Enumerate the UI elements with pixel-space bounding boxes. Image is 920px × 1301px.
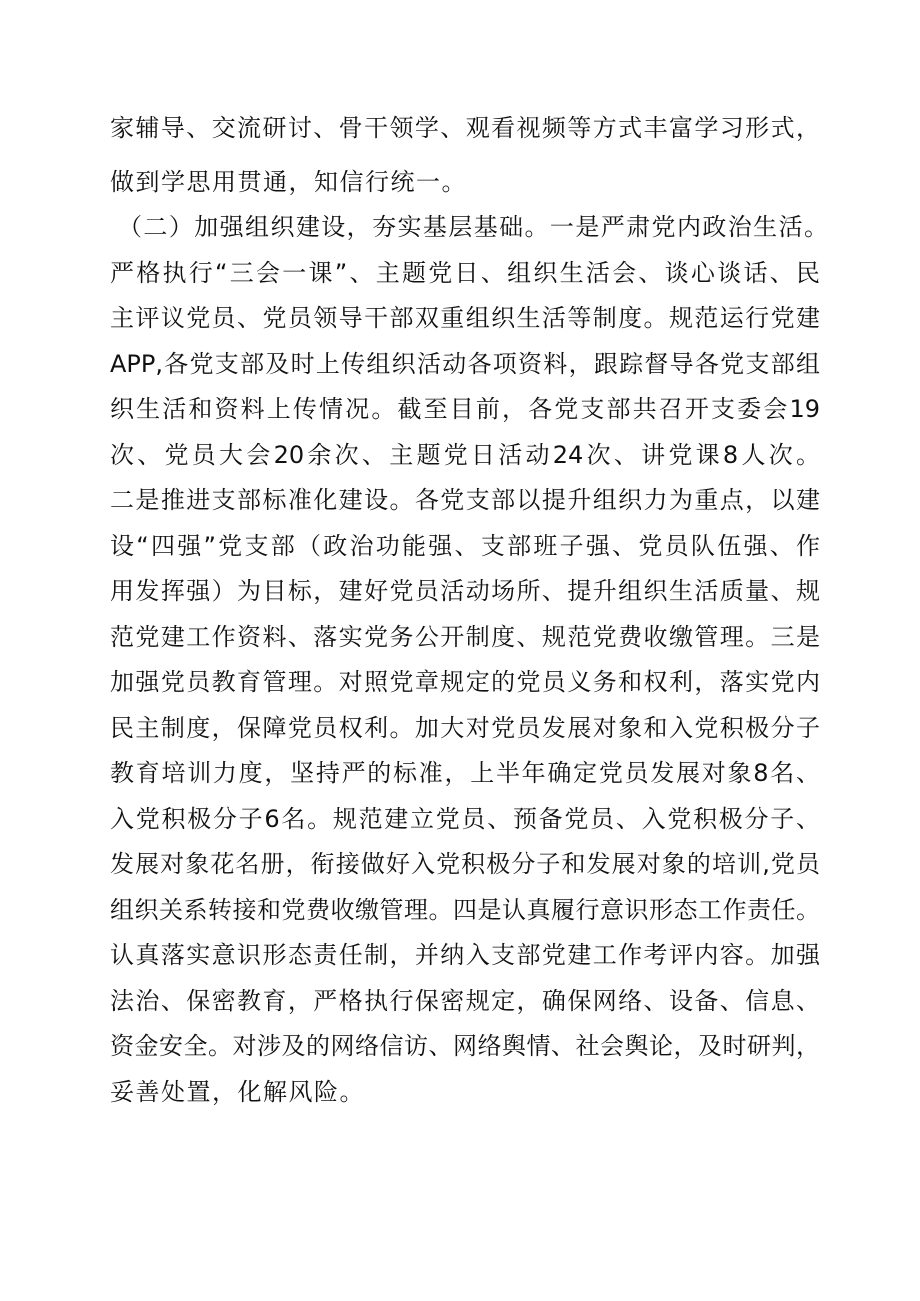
text-line: 妥善处置，化解风险。 <box>110 1077 365 1106</box>
text-line: 主评议党员、党员领导干部双重组织生活等制度。规范运行党建 <box>110 304 820 332</box>
text-line: APP,各党支部及时上传组织活动各项资料，跟踪督导各党支部组 <box>110 349 820 378</box>
text-line: 法治、保密教育，严格执行保密规定，确保网络、设备、信息、 <box>110 986 820 1015</box>
text-line: 做到学思用贯通，知信行统一。 <box>110 168 467 196</box>
text-line: 家辅导、交流研讨、骨干领学、观看视频等方式丰富学习形式， <box>110 114 820 142</box>
text-line: 范党建工作资料、落实党务公开制度、规范党费收缴管理。三是 <box>110 622 820 651</box>
text-line: 教育培训力度，坚持严的标准，上半年确定党员发展对象8名、 <box>110 759 820 787</box>
text-line: 用发挥强）为目标，建好党员活动场所、提升组织生活质量、规 <box>110 577 820 605</box>
text-line: 民主制度，保障党员权利。加大对党员发展对象和入党积极分子 <box>110 713 820 742</box>
text-line: （二）加强组织建设，夯实基层基础。一是严肃党内政治生活。 <box>118 213 828 241</box>
text-line: 资金安全。对涉及的网络信访、网络舆情、社会舆论，及时研判， <box>110 1032 820 1060</box>
text-line: 织生活和资料上传情况。截至目前，各党支部共召开支委会19 <box>110 395 820 423</box>
text-line: 入党积极分子6名。规范建立党员、预备党员、入党积极分子、 <box>110 804 820 833</box>
text-line: 发展对象花名册，衔接做好入党积极分子和发展对象的培训,党员 <box>110 850 820 878</box>
text-line: 加强党员教育管理。对照党章规定的党员义务和权利，落实党内 <box>110 668 820 696</box>
text-line: 次、党员大会20余次、主题党日活动24次、讲党课8人次。 <box>110 440 820 469</box>
text-line: 认真落实意识形态责任制，并纳入支部党建工作考评内容。加强 <box>110 941 820 969</box>
text-line: 严格执行“三会一课”、主题党日、组织生活会、谈心谈话、民 <box>110 258 820 287</box>
text-line: 二是推进支部标准化建设。各党支部以提升组织力为重点，以建 <box>110 486 820 514</box>
text-line: 设“四强”党支部（政治功能强、支部班子强、党员队伍强、作 <box>110 531 820 560</box>
text-line: 组织关系转接和党费收缴管理。四是认真履行意识形态工作责任。 <box>110 895 820 924</box>
